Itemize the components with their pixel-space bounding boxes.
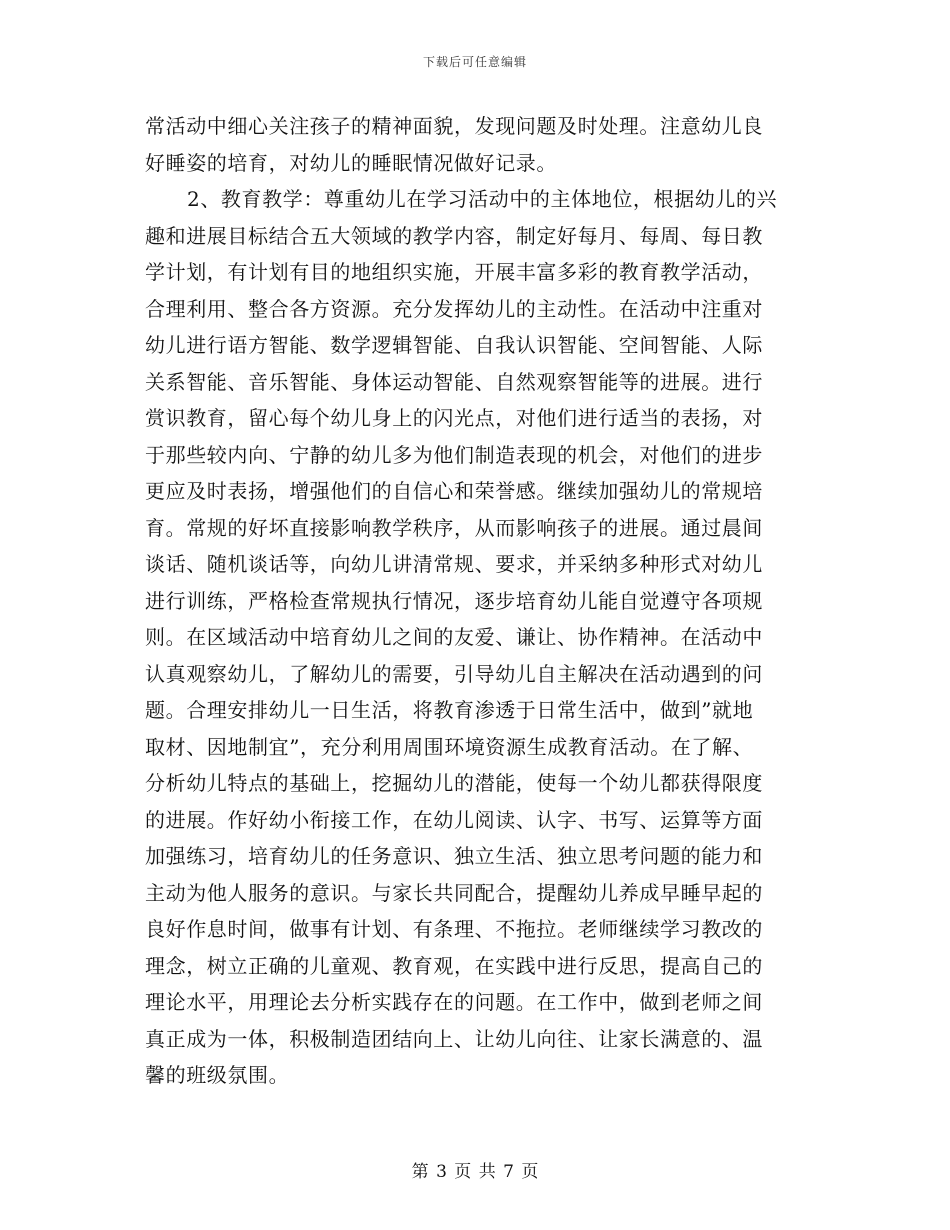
page-header: 下载后可任意编辑 [422, 55, 527, 69]
body-line: 学计划，有计划有目的地组织实施，开展丰富多彩的教育教学活动， [145, 260, 763, 284]
body-line: 于那些较内向、宁静的幼儿多为他们制造表现的机会，对他们的进步 [145, 442, 763, 467]
body-line: 馨的班级氛围。 [145, 1063, 290, 1087]
body-line: 分析幼儿特点的基础上，挖掘幼儿的潜能，使每一个幼儿都获得限度 [145, 771, 763, 795]
body-line: 的进展。作好幼小衔接工作，在幼儿阅读、认字、书写、运算等方面 [145, 807, 763, 832]
body-line: 合理利用、整合各方资源。充分发挥幼儿的主动性。在活动中注重对 [145, 296, 763, 321]
body-line: 理论水平，用理论去分析实践存在的问题。在工作中，做到老师之间 [145, 990, 763, 1014]
body-line: 认真观察幼儿，了解幼儿的需要，引导幼儿自主解决在活动遇到的问 [145, 661, 763, 686]
body-line: 则。在区域活动中培育幼儿之间的友爱、谦让、协作精神。在活动中 [145, 625, 763, 649]
page-number-footer: 第 3 页 共 7 页 [411, 1162, 539, 1182]
paragraph-start-line: 2、教育教学：尊重幼儿在学习活动中的主体地位，根据幼儿的兴 [187, 187, 778, 211]
body-line: 赏识教育，留心每个幼儿身上的闪光点，对他们进行适当的表扬，对 [145, 406, 763, 430]
body-line: 更应及时表扬，增强他们的自信心和荣誉感。继续加强幼儿的常规培 [145, 479, 763, 503]
body-line: 常活动中细心关注孩子的精神面貌，发现问题及时处理。注意幼儿良 [145, 114, 763, 138]
body-line: 趣和进展目标结合五大领域的教学内容，制定好每月、每周、每日教 [145, 223, 763, 248]
body-line: 良好作息时间，做事有计划、有条理、不拖拉。老师继续学习教改的 [145, 917, 763, 941]
body-line: 育。常规的好坏直接影响教学秩序，从而影响孩子的进展。通过晨间 [145, 515, 763, 540]
body-line: 关系智能、音乐智能、身体运动智能、自然观察智能等的进展。进行 [145, 369, 763, 394]
body-line: 好睡姿的培育，对幼儿的睡眠情况做好记录。 [145, 150, 557, 175]
body-line: 理念，树立正确的儿童观、教育观，在实践中进行反思，提高自己的 [145, 953, 763, 978]
body-line: 加强练习，培育幼儿的任务意识、独立生活、独立思考问题的能力和 [145, 844, 763, 868]
document-body [145, 108, 805, 1094]
body-line: 幼儿进行语方智能、数学逻辑智能、自我认识智能、空间智能、人际 [145, 333, 763, 357]
body-line: 取材、因地制宜”，充分利用周围环境资源生成教育活动。在了解、 [145, 734, 754, 759]
body-line: 进行训练，严格检查常规执行情况，逐步培育幼儿能自觉遵守各项规 [145, 588, 763, 613]
body-line: 主动为他人服务的意识。与家长共同配合，提醒幼儿养成早睡早起的 [145, 880, 763, 905]
body-line: 谈话、随机谈话等，向幼儿讲清常规、要求，并采纳多种形式对幼儿 [145, 552, 763, 576]
body-line: 真正成为一体，积极制造团结向上、让幼儿向往、让家长满意的、温 [145, 1026, 763, 1051]
body-line: 题。合理安排幼儿一日生活，将教育渗透于日常生活中，做到”就地 [145, 698, 754, 722]
